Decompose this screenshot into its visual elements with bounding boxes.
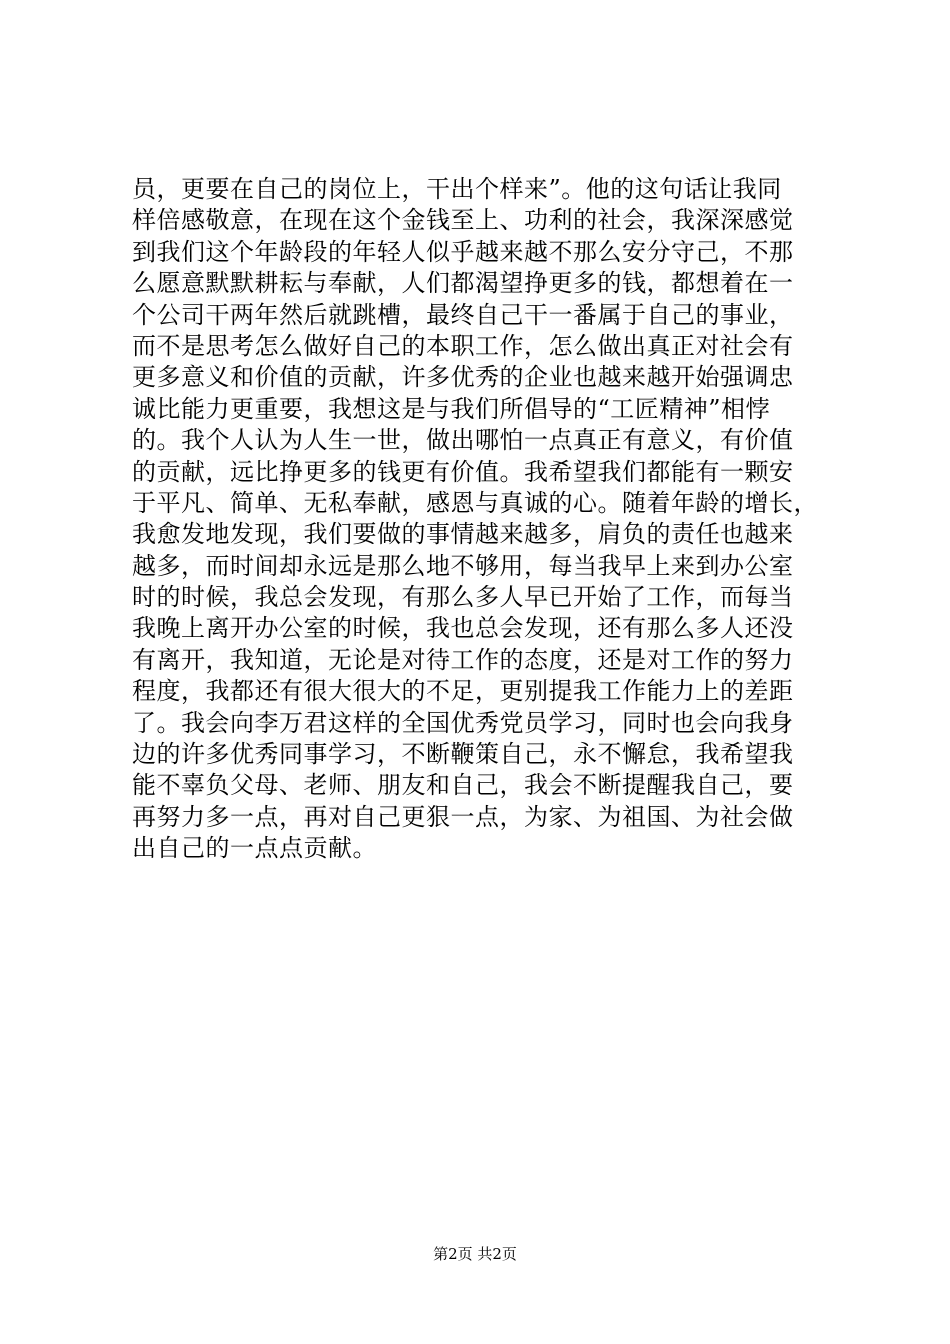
- paragraph-line: 样倍感敬意，在现在这个金钱至上、功利的社会，我深深感觉: [132, 206, 794, 235]
- body-paragraph: [132, 174, 832, 865]
- paragraph-line: 于平凡、简单、无私奉献，感恩与真诚的心。随着年龄的增长，: [132, 488, 818, 517]
- page-footer: 第2页 共2页: [433, 1245, 517, 1263]
- paragraph-line: 越多，而时间却永远是那么地不够用，每当我早上来到办公室: [132, 551, 794, 580]
- paragraph-line: 能不辜负父母、老师、朋友和自己，我会不断提醒我自己，要: [132, 771, 794, 800]
- paragraph-line: 的。我个人认为人生一世，做出哪怕一点真正有意义，有价值: [132, 426, 794, 455]
- paragraph-line: 员，更要在自己的岗位上，干出个样来”。他的这句话让我同: [132, 175, 782, 203]
- paragraph-line: 诚比能力更重要，我想这是与我们所倡导的“工匠精神”相悖: [132, 394, 771, 423]
- paragraph-line: 么愿意默默耕耘与奉献，人们都渴望挣更多的钱，都想着在一: [132, 269, 794, 298]
- paragraph-line: 再努力多一点，再对自己更狠一点，为家、为祖国、为社会做: [132, 802, 794, 831]
- paragraph-line: 时的时候，我总会发现，有那么多人早已开始了工作，而每当: [132, 583, 794, 612]
- paragraph-line: 而不是思考怎么做好自己的本职工作，怎么做出真正对社会有: [132, 331, 794, 360]
- paragraph-line: 的贡献，远比挣更多的钱更有价值。我希望我们都能有一颗安: [132, 457, 794, 486]
- paragraph-line: 有离开，我知道，无论是对待工作的态度，还是对工作的努力: [132, 645, 794, 674]
- paragraph-line: 个公司干两年然后就跳槽，最终自己干一番属于自己的事业，: [132, 300, 794, 329]
- paragraph-line: 了。我会向李万君这样的全国优秀党员学习，同时也会向我身: [132, 708, 794, 737]
- paragraph-line: 我晚上离开办公室的时候，我也总会发现，还有那么多人还没: [132, 614, 794, 643]
- paragraph-line: 程度，我都还有很大很大的不足，更别提我工作能力上的差距: [132, 677, 794, 706]
- paragraph-line: 更多意义和价值的贡献，许多优秀的企业也越来越开始强调忠: [132, 363, 794, 392]
- paragraph-line: 我愈发地发现，我们要做的事情越来越多，肩负的责任也越来: [132, 520, 794, 549]
- paragraph-line: 边的许多优秀同事学习，不断鞭策自己，永不懈怠，我希望我: [132, 740, 794, 769]
- paragraph-line: 到我们这个年龄段的年轻人似乎越来越不那么安分守己，不那: [132, 237, 794, 266]
- paragraph-line: 出自己的一点点贡献。: [132, 834, 377, 863]
